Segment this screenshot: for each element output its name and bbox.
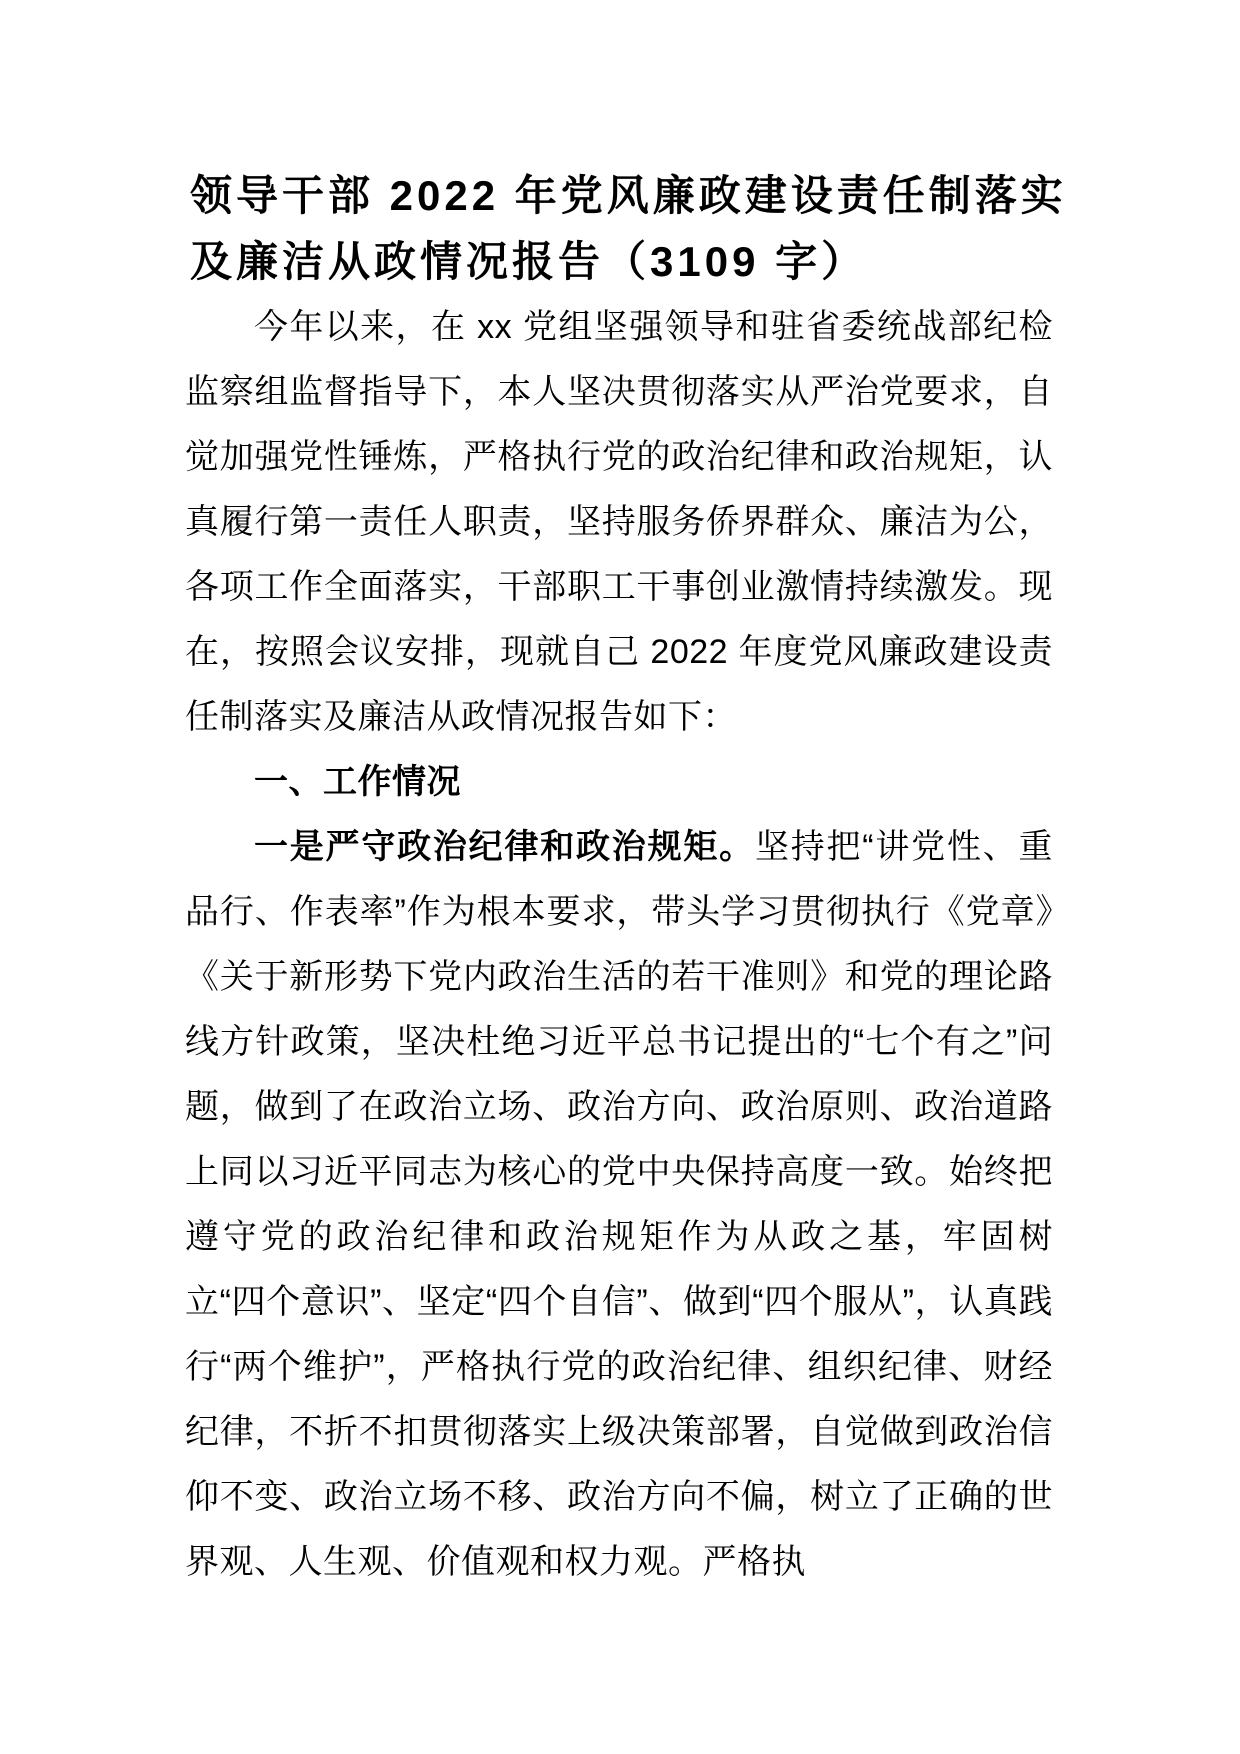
- paragraph-bold-lead: 一是严守政治纪律和政治规矩。: [254, 828, 755, 866]
- paragraph-political-discipline: [185, 815, 1053, 1595]
- document-title: 领导干部 2022 年党风廉政建设责任制落实及廉洁从政情况报告（3109 字）: [190, 172, 1067, 285]
- document-content: [185, 163, 1067, 1595]
- paragraph-intro: 今年以来，在 xx 党组坚强领导和驻省委统战部纪检监察组监督指导下，本人坚决贯彻落实从严治党要求，自觉加强党性锤炼，严格执行党的政治纪律和政治规矩，认真履行第一责任人职责，坚持服务侨界群众、廉洁为公，各项工作全面落实，干部职工干事创业激情持续激发。现在，按照会议安排，现就自己 2022 年度党风廉政建设责任制落实及廉洁从政情况报告如下：: [185, 308, 1053, 736]
- paragraph-body-text: 坚持把“讲党性、重品行、作表率”作为根本要求，带头学习贯彻执行《党章》《关于新形势下党内政治生活的若干准则》和党的理论路线方针政策，坚决杜绝习近平总书记提出的“七个有之”问题，做到了在政治立场、政治方向、政治原则、政治道路上同以习近平同志为核心的党中央保持高度一致。始终把遵守党的政治纪律和政治规矩作为从政之基，牢固树立“四个意识”、坚定“四个自信”、做到“四个服从”，认真践行“两个维护”，严格执行党的政治纪律、组织纪律、财经纪律，不折不扣贯彻落实上级决策部署，自觉做到政治信仰不变、政治立场不移、政治方向不偏，树立了正确的世界观、人生观、价值观和权力观。严格执: [185, 828, 1054, 1581]
- section-heading-work-status: 一、工作情况: [254, 763, 461, 801]
